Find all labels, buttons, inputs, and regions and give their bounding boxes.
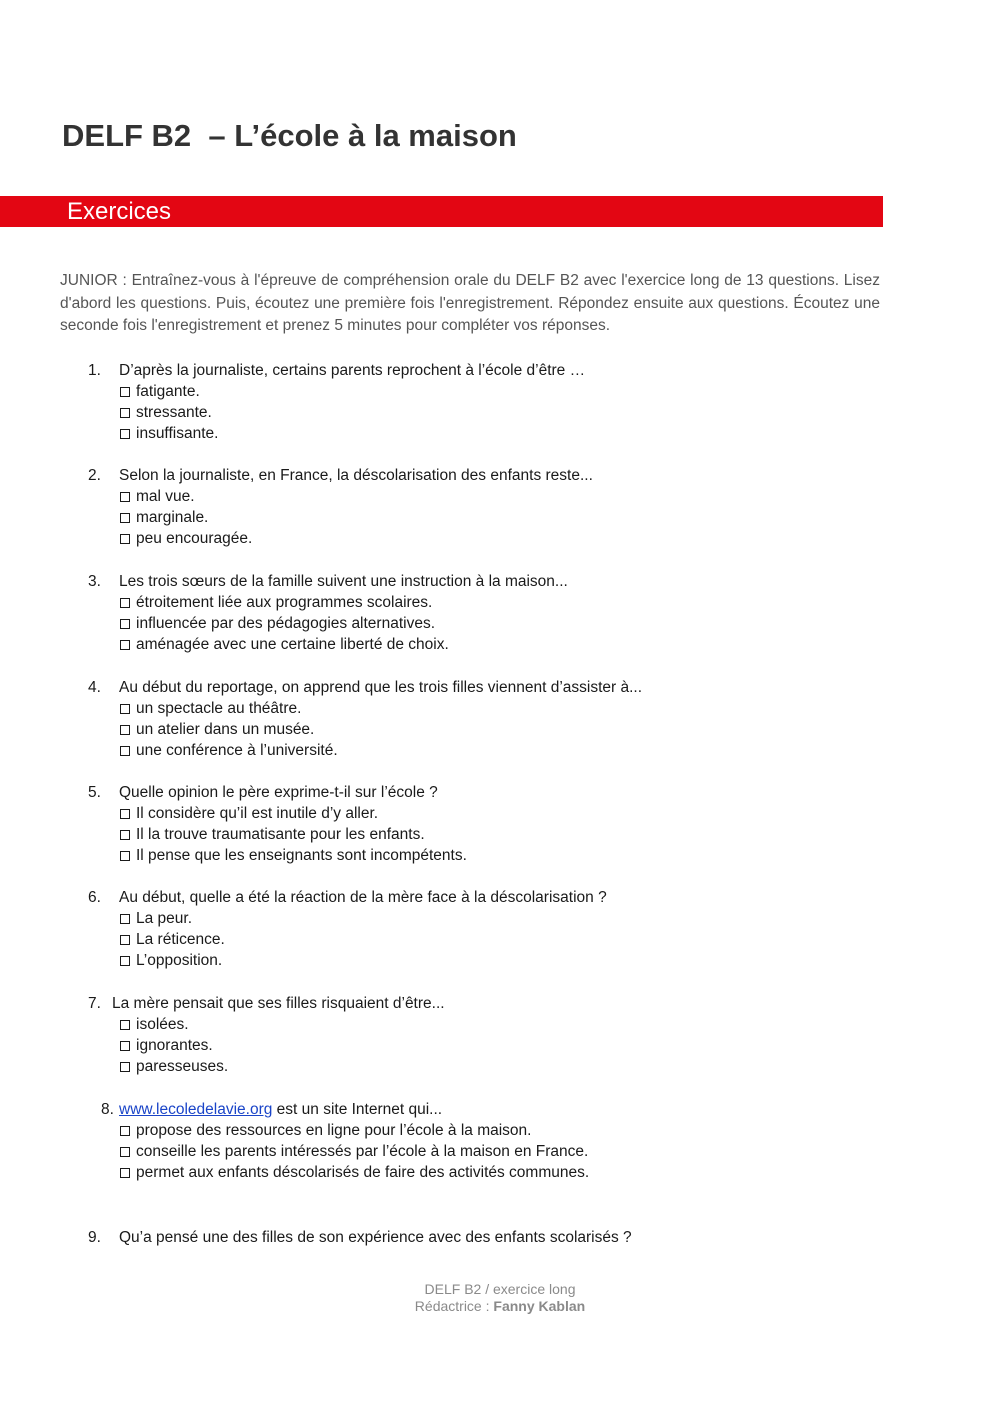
checkbox-icon[interactable]: [120, 534, 130, 544]
answer-option[interactable]: [0, 929, 1000, 950]
question-item: [0, 677, 1000, 761]
option-label: peu encouragée.: [136, 530, 253, 547]
checkbox-icon[interactable]: [120, 1168, 130, 1178]
question-number: 6.: [88, 889, 101, 906]
option-label: influencée par des pédagogies alternatives.: [136, 615, 436, 632]
answer-option[interactable]: [0, 908, 1000, 929]
author-label: Rédactrice :: [414, 1298, 494, 1314]
question-item: [0, 360, 1000, 444]
answer-option[interactable]: [0, 1162, 1000, 1183]
question-item: [0, 993, 1000, 1077]
answer-option[interactable]: [0, 1056, 1000, 1077]
answer-option[interactable]: [0, 528, 1000, 549]
question-text: D’après la journaliste, certains parents reprochent à l’école d’être …: [119, 362, 586, 379]
answer-option[interactable]: [0, 613, 1000, 634]
checkbox-icon[interactable]: [120, 746, 130, 756]
option-label: isolées.: [136, 1016, 189, 1033]
answer-option[interactable]: [0, 1141, 1000, 1162]
question-number: 1.: [88, 362, 101, 379]
checkbox-icon[interactable]: [120, 1126, 130, 1136]
option-label: Il la trouve traumatisante pour les enfants.: [136, 826, 425, 843]
footer-author: [0, 1298, 1000, 1315]
option-label: La peur.: [136, 910, 193, 927]
option-label: La réticence.: [136, 931, 225, 948]
option-label: mal vue.: [136, 488, 195, 505]
question-number: 8.: [101, 1101, 114, 1118]
answer-option[interactable]: [0, 592, 1000, 613]
checkbox-icon[interactable]: [120, 851, 130, 861]
checkbox-icon[interactable]: [120, 1020, 130, 1030]
author-name: Fanny Kablan: [493, 1298, 586, 1314]
question-text: [119, 1099, 442, 1120]
option-label: une conférence à l’université.: [136, 742, 338, 759]
question-text-rest: est un site Internet qui...: [272, 1101, 443, 1118]
question-text: Qu’a pensé une des filles de son expérience avec des enfants scolarisés ?: [119, 1229, 632, 1246]
option-label: Il considère qu’il est inutile d’y aller.: [136, 805, 379, 822]
option-label: propose des ressources en ligne pour l’école à la maison.: [136, 1122, 532, 1139]
answer-option[interactable]: [0, 803, 1000, 824]
answer-option[interactable]: [0, 507, 1000, 528]
checkbox-icon[interactable]: [120, 809, 130, 819]
option-label: stressante.: [136, 404, 212, 421]
answer-option[interactable]: [0, 634, 1000, 655]
answer-option[interactable]: [0, 845, 1000, 866]
checkbox-icon[interactable]: [120, 640, 130, 650]
website-link[interactable]: www.lecoledelavie.org: [119, 1101, 273, 1118]
option-label: permet aux enfants déscolarisés de faire des activités communes.: [136, 1164, 590, 1181]
question-item: [0, 1099, 1000, 1183]
option-label: conseille les parents intéressés par l’école à la maison en France.: [136, 1143, 589, 1160]
answer-option[interactable]: [0, 950, 1000, 971]
answer-option[interactable]: [0, 486, 1000, 507]
question-number: 5.: [88, 784, 101, 801]
answer-option[interactable]: [0, 1035, 1000, 1056]
question-number: 2.: [88, 467, 101, 484]
option-label: L’opposition.: [136, 952, 223, 969]
checkbox-icon[interactable]: [120, 619, 130, 629]
question-text: Au début du reportage, on apprend que les trois filles viennent d’assister à...: [119, 679, 643, 696]
option-label: ignorantes.: [136, 1037, 213, 1054]
option-label: aménagée avec une certaine liberté de choix.: [136, 636, 449, 653]
answer-option[interactable]: [0, 698, 1000, 719]
answer-option[interactable]: [0, 740, 1000, 761]
question-text: La mère pensait que ses filles risquaient d’être...: [112, 995, 445, 1012]
instructions-paragraph: JUNIOR : Entraînez-vous à l'épreuve de compréhension orale du DELF B2 avec l'exercice long de 13 questions. Lisez d'abord les questions. Puis, écoutez une première fois l'enregistrement. Répondez ensuite aux questions. Écoutez une seconde fois l'enregistrement et prenez 5 minutes pour compléter vos réponses.: [60, 272, 880, 334]
checkbox-icon[interactable]: [120, 830, 130, 840]
checkbox-icon[interactable]: [120, 725, 130, 735]
question-number: 3.: [88, 573, 101, 590]
question-text: Au début, quelle a été la réaction de la mère face à la déscolarisation ?: [119, 889, 607, 906]
checkbox-icon[interactable]: [120, 387, 130, 397]
page-title: DELF B2 – L’école à la maison: [62, 118, 517, 153]
checkbox-icon[interactable]: [120, 956, 130, 966]
answer-option[interactable]: [0, 719, 1000, 740]
question-number: 4.: [88, 679, 101, 696]
page-footer: [0, 1281, 1000, 1315]
option-label: un spectacle au théâtre.: [136, 700, 302, 717]
question-item: [0, 571, 1000, 655]
checkbox-icon[interactable]: [120, 704, 130, 714]
answer-option[interactable]: [0, 381, 1000, 402]
checkbox-icon[interactable]: [120, 914, 130, 924]
question-item: [0, 1227, 1000, 1248]
checkbox-icon[interactable]: [120, 1041, 130, 1051]
answer-option[interactable]: [0, 423, 1000, 444]
question-item: [0, 782, 1000, 866]
checkbox-icon[interactable]: [120, 513, 130, 523]
checkbox-icon[interactable]: [120, 429, 130, 439]
checkbox-icon[interactable]: [120, 492, 130, 502]
option-label: paresseuses.: [136, 1058, 229, 1075]
option-label: Il pense que les enseignants sont incompétents.: [136, 847, 467, 864]
option-label: un atelier dans un musée.: [136, 721, 315, 738]
question-number: 9.: [88, 1229, 101, 1246]
checkbox-icon[interactable]: [120, 408, 130, 418]
answer-option[interactable]: [0, 1014, 1000, 1035]
answer-option[interactable]: [0, 1120, 1000, 1141]
checkbox-icon[interactable]: [120, 935, 130, 945]
option-label: marginale.: [136, 509, 209, 526]
question-item: [0, 465, 1000, 549]
question-text: Selon la journaliste, en France, la déscolarisation des enfants reste...: [119, 467, 593, 484]
question-number: 7.: [88, 995, 101, 1012]
section-banner: [0, 196, 883, 227]
option-label: fatigante.: [136, 383, 200, 400]
option-label: étroitement liée aux programmes scolaires.: [136, 594, 433, 611]
question-item: [0, 887, 1000, 971]
checkbox-icon[interactable]: [120, 1062, 130, 1072]
checkbox-icon[interactable]: [120, 598, 130, 608]
question-text: Les trois sœurs de la famille suivent une instruction à la maison...: [119, 573, 568, 590]
answer-option[interactable]: [0, 824, 1000, 845]
section-label: Exercices: [67, 198, 172, 225]
answer-option[interactable]: [0, 402, 1000, 423]
option-label: insuffisante.: [136, 425, 219, 442]
checkbox-icon[interactable]: [120, 1147, 130, 1157]
footer-line: DELF B2 / exercice long: [424, 1281, 576, 1297]
question-text: Quelle opinion le père exprime-t-il sur l’école ?: [119, 784, 438, 801]
